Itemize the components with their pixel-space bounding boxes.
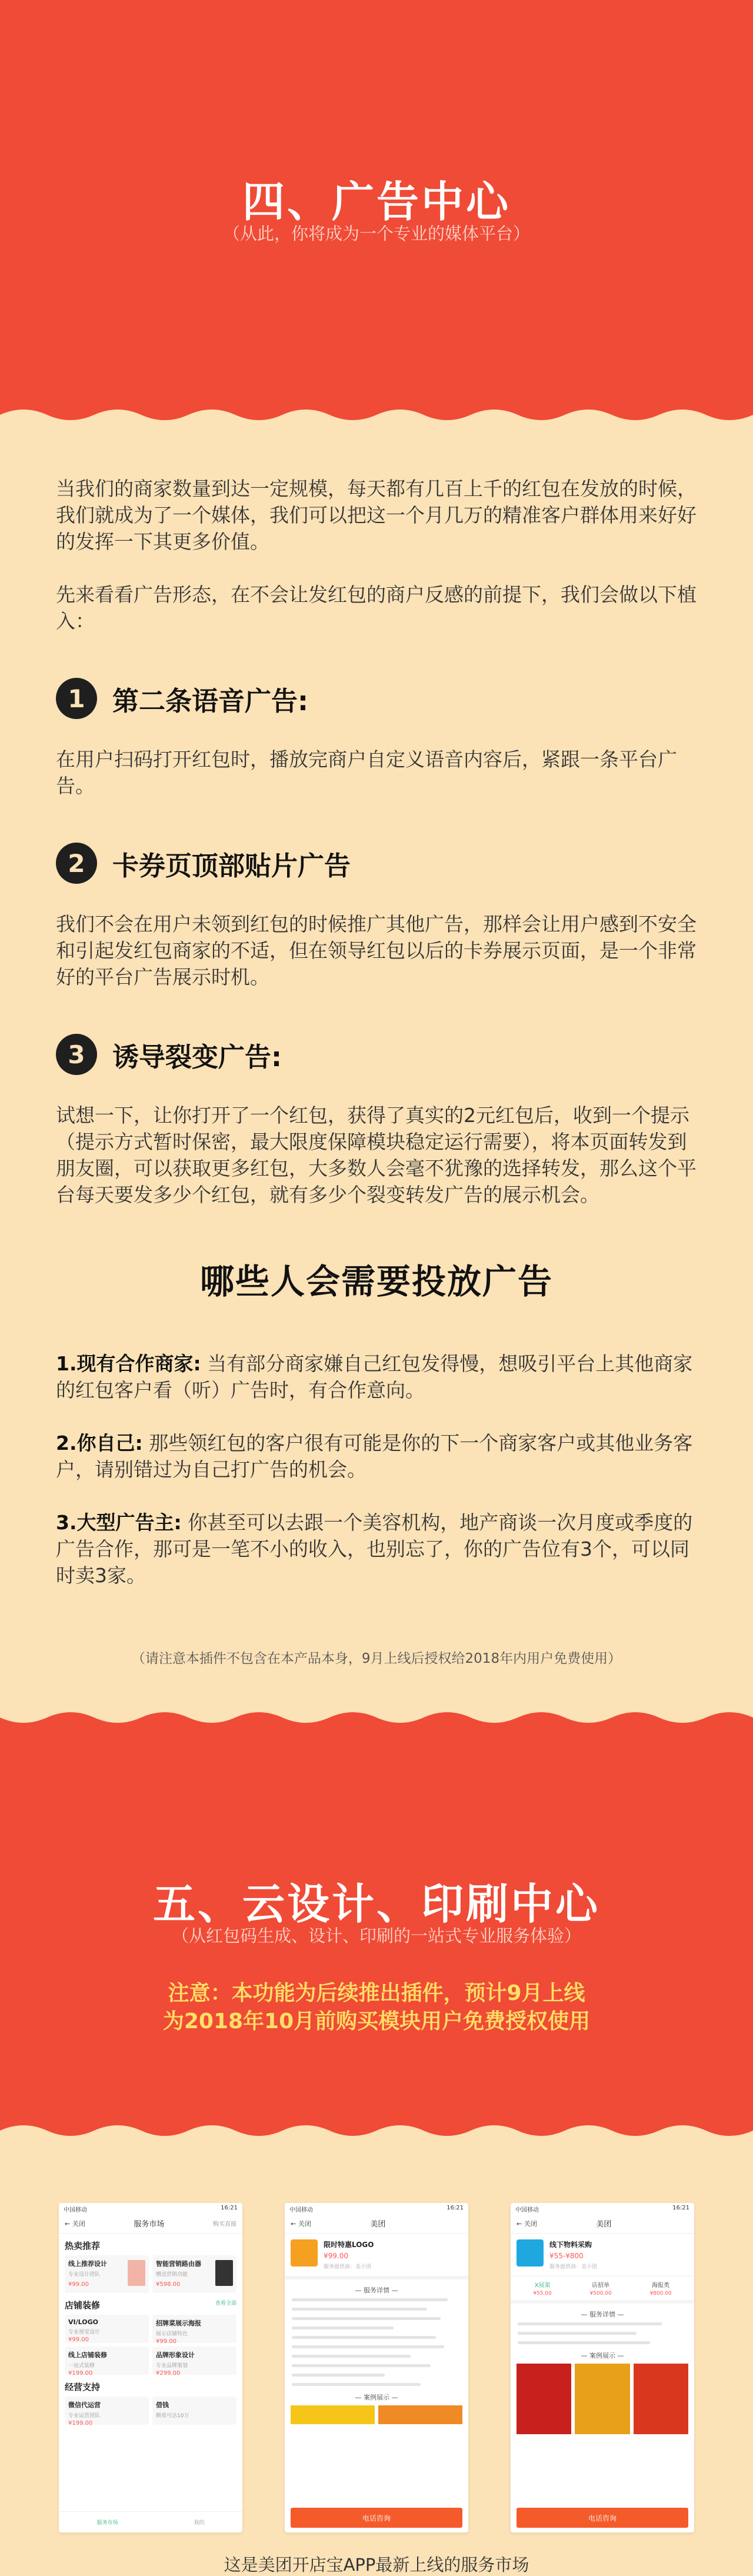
ad-type-1-body: 在用户扫码打开红包时，播放完商户自定义语音内容后，紧跟一条平台广告。 bbox=[56, 748, 677, 797]
product-provider: 服务提供商：美小团 bbox=[324, 2264, 372, 2270]
tab-mine[interactable]: 我的 bbox=[194, 2520, 205, 2526]
phone-nav-title: 美团 bbox=[370, 2220, 386, 2229]
hot-section-title: 热卖推荐 bbox=[65, 2241, 101, 2251]
service-desc: 专业设计团队 bbox=[68, 2272, 101, 2278]
phone-nav bbox=[59, 2214, 242, 2234]
cases-heading: — 案例展示 — bbox=[355, 2394, 398, 2401]
section5-subtitle: （从红包码生成、设计、印刷的一站式专业服务体验） bbox=[171, 1926, 581, 1946]
carrier: 中国移动 bbox=[289, 2207, 313, 2214]
phone-screenshots bbox=[0, 2138, 753, 2575]
ad-type-3-body: 试想一下，让你打开了一个红包，获得了真实的2元红包后，收到一个提示（提示方式暂时保密，最大限度保障模块稳定运行需要），将本页面转发到朋友圈，可以获取更多红包，大多数人会毫不犹豫的选择转发，那么这个平台每天要发多少个红包，就有多少个裂变转发广告的展示机会。 bbox=[56, 1104, 697, 1206]
ad-type-title: 卡券页顶部贴片广告 bbox=[112, 850, 351, 881]
advertiser-item bbox=[56, 1430, 697, 1483]
carrier: 中国移动 bbox=[64, 2207, 87, 2214]
advertiser-item bbox=[56, 1509, 697, 1589]
advertiser-item bbox=[56, 1350, 697, 1403]
service-price: ¥99.00 bbox=[156, 2338, 176, 2345]
spec-name: 海报类 bbox=[652, 2282, 670, 2289]
logo-product-icon bbox=[291, 2239, 318, 2267]
service-card[interactable] bbox=[65, 2315, 149, 2343]
product-provider: 服务提供商：美小团 bbox=[549, 2264, 598, 2270]
advertiser-label: 2.你自己: bbox=[56, 1432, 143, 1455]
service-name: 线上推荐设计 bbox=[68, 2260, 107, 2268]
ad-center-content bbox=[0, 422, 753, 1710]
back-button[interactable]: ← 关闭 bbox=[65, 2219, 85, 2228]
notice-line-1: 注意：本功能为后续推出插件，预计9月上线 bbox=[168, 1981, 585, 2005]
service-desc: 一站式装修 bbox=[68, 2363, 95, 2369]
product-price: ¥99.00 bbox=[324, 2252, 348, 2260]
detail-heading: — 服务详情 — bbox=[581, 2311, 624, 2318]
ops-section-title: 经营支持 bbox=[65, 2382, 101, 2392]
service-price: ¥99.00 bbox=[68, 2281, 89, 2288]
wave-divider bbox=[0, 403, 753, 423]
notice-line-2: 为2018年10月前购买模块用户免费授权使用 bbox=[162, 2009, 591, 2033]
intro-paragraph-2: 先来看看广告形态，在不会让发红包的商户反感的前提下，我们会做以下植入： bbox=[56, 583, 697, 633]
detail-title: 服务详情 bbox=[364, 2287, 389, 2294]
service-desc: 赠送营销功能 bbox=[156, 2272, 188, 2278]
service-desc: 专业品牌策划 bbox=[156, 2363, 188, 2369]
spec-price: ¥800.00 bbox=[649, 2291, 672, 2297]
phone-materials-service bbox=[511, 2203, 694, 2532]
phone-nav bbox=[285, 2214, 468, 2234]
spec-tab[interactable] bbox=[649, 2280, 671, 2297]
status-bar bbox=[59, 2203, 242, 2214]
service-card[interactable] bbox=[65, 2255, 149, 2293]
status-bar bbox=[511, 2203, 694, 2214]
cases-heading: — 案例展示 — bbox=[581, 2352, 624, 2359]
service-card[interactable] bbox=[152, 2315, 236, 2343]
phone-service-market bbox=[59, 2203, 242, 2532]
spec-tabs bbox=[511, 2277, 694, 2304]
detail-text-block bbox=[285, 2298, 468, 2386]
phone-nav-title: 美团 bbox=[596, 2220, 612, 2229]
clock: 16:21 bbox=[672, 2205, 689, 2211]
advertiser-list bbox=[56, 1350, 697, 1589]
phone-nav-title: 服务市场 bbox=[134, 2220, 165, 2229]
service-name: 招牌菜展示海报 bbox=[156, 2319, 201, 2327]
product-header bbox=[285, 2234, 468, 2279]
intro-paragraph-1: 当我们的商家数量到达一定规模，每天都有几百上千的红包在发放的时候，我们就成为了一个媒体，我们可以把这一个月几万的精准客户群体用来好好的发挥一下其更多价值。 bbox=[56, 477, 697, 553]
number-badge: 1 bbox=[56, 678, 97, 719]
shop-title: 店铺装修 bbox=[65, 2300, 101, 2311]
detail-title: 服务详情 bbox=[589, 2311, 615, 2318]
advertiser-label: 1.现有合作商家: bbox=[56, 1352, 201, 1375]
detail-text-block bbox=[511, 2322, 694, 2344]
spec-name: X展架 bbox=[534, 2282, 551, 2289]
call-consult-button[interactable]: 电话咨询 bbox=[517, 2508, 688, 2528]
ad-type-title: 诱导裂变广告: bbox=[112, 1041, 282, 1073]
case-image bbox=[575, 2364, 629, 2434]
back-label: 关闭 bbox=[298, 2219, 311, 2228]
status-bar bbox=[285, 2203, 468, 2214]
case-image bbox=[291, 2405, 375, 2424]
ad-type-2-heading bbox=[56, 843, 697, 884]
service-price: ¥199.00 bbox=[68, 2420, 93, 2427]
case-image bbox=[517, 2364, 571, 2434]
service-desc: 展示店铺特色 bbox=[156, 2331, 188, 2337]
print-product-icon bbox=[517, 2239, 544, 2267]
ad-type-3-heading bbox=[56, 1034, 697, 1075]
clock: 16:21 bbox=[221, 2205, 238, 2211]
carrier: 中国移动 bbox=[515, 2207, 539, 2214]
service-name: 微信代运营 bbox=[68, 2401, 101, 2409]
service-desc: 额度可达10万 bbox=[156, 2413, 189, 2419]
section4-subtitle: （从此，你将成为一个专业的媒体平台） bbox=[222, 224, 530, 244]
service-name: 智能营销路由器 bbox=[156, 2260, 201, 2268]
product-header bbox=[511, 2234, 694, 2277]
wave-divider bbox=[0, 2119, 753, 2139]
hot-grid bbox=[59, 2255, 242, 2293]
nav-right-link[interactable]: 购买直接 bbox=[212, 2221, 236, 2228]
back-button[interactable]: ← 关闭 bbox=[517, 2219, 537, 2228]
service-name: 借钱 bbox=[156, 2401, 169, 2409]
service-price: ¥199.00 bbox=[68, 2370, 93, 2377]
spec-price: ¥55.00 bbox=[533, 2291, 552, 2297]
case-image bbox=[378, 2405, 462, 2424]
notice-text bbox=[0, 1979, 753, 2036]
phone-logo-service bbox=[285, 2203, 468, 2532]
shop-grid bbox=[59, 2315, 242, 2375]
number-badge: 3 bbox=[56, 1034, 97, 1075]
service-thumbnail bbox=[128, 2260, 145, 2286]
spec-tab[interactable] bbox=[590, 2280, 612, 2297]
detail-heading: — 服务详情 — bbox=[355, 2287, 398, 2294]
advertiser-text: 你甚至可以去跟一个美容机构，地产商谈一次月度或季度的广告合作，那可是一笔不小的收入，也别忘了，你的广告位有3个，可以同时卖3家。 bbox=[56, 1511, 693, 1587]
service-card[interactable] bbox=[152, 2347, 236, 2375]
number-badge: 2 bbox=[56, 843, 97, 884]
section5-banner bbox=[0, 1710, 753, 2138]
service-name: VI/LOGO bbox=[68, 2318, 98, 2326]
service-card[interactable] bbox=[65, 2397, 149, 2425]
service-card[interactable] bbox=[65, 2347, 149, 2375]
phones-caption: 这是美团开店宝APP最新上线的服务市场 bbox=[224, 2555, 529, 2575]
case-image bbox=[634, 2364, 688, 2434]
section4-title: 四、广告中心 bbox=[242, 177, 511, 227]
back-label: 关闭 bbox=[524, 2219, 537, 2228]
call-consult-button[interactable]: 电话咨询 bbox=[291, 2508, 462, 2528]
service-desc: 专业运营团队 bbox=[68, 2413, 101, 2419]
service-price: ¥99.00 bbox=[68, 2337, 89, 2343]
product-name: 线下物料采购 bbox=[549, 2241, 592, 2249]
who-needs-ads-title: 哪些人会需要投放广告 bbox=[199, 1262, 553, 1302]
phone-nav bbox=[511, 2214, 694, 2234]
tab-service-market[interactable]: 服务市场 bbox=[96, 2520, 118, 2526]
router-thumbnail bbox=[215, 2260, 233, 2286]
view-all-link[interactable]: 查看全部 bbox=[215, 2301, 236, 2307]
service-desc: 专业视觉设计 bbox=[68, 2329, 101, 2335]
section5-title: 五、云设计、印刷中心 bbox=[152, 1879, 600, 1929]
ad-type-title: 第二条语音广告: bbox=[112, 685, 308, 717]
back-button[interactable]: ← 关闭 bbox=[291, 2219, 311, 2228]
service-card[interactable] bbox=[152, 2255, 236, 2293]
section4-banner bbox=[0, 0, 753, 422]
ops-grid bbox=[59, 2397, 242, 2425]
cases-title: 案例展示 bbox=[364, 2394, 389, 2401]
shop-section-title bbox=[59, 2293, 242, 2315]
case-images bbox=[285, 2405, 468, 2424]
product-info bbox=[549, 2239, 597, 2270]
product-price: ¥55-¥800 bbox=[549, 2252, 584, 2260]
product-name: 限时特惠LOGO bbox=[324, 2241, 374, 2249]
spec-tab[interactable] bbox=[533, 2280, 552, 2297]
service-card[interactable] bbox=[152, 2397, 236, 2425]
spec-name: 店招单 bbox=[592, 2282, 610, 2289]
footnote: （请注意本插件不包含在本产品本身，9月上线后授权给2018年内用户免费使用） bbox=[131, 1651, 622, 1666]
ad-type-1-heading bbox=[56, 678, 697, 719]
spec-price: ¥500.00 bbox=[589, 2291, 612, 2297]
service-name: 品牌形象设计 bbox=[156, 2351, 195, 2359]
ad-type-2-body: 我们不会在用户未领到红包的时候推广其他广告，那样会让用户感到不安全和引起发红包商家的不适，但在领导红包以后的卡券展示页面，是一个非常好的平台广告展示时机。 bbox=[56, 913, 697, 989]
advertiser-text: 当有部分商家嫌自己红包发得慢，想吸引平台上其他商家的红包客户看（听）广告时，有合作意向。 bbox=[56, 1352, 693, 1402]
wave-divider bbox=[0, 1709, 753, 1729]
advertiser-text: 那些领红包的客户很有可能是你的下一个商家客户或其他业务客户，请别错过为自己打广告的机会。 bbox=[56, 1432, 693, 1481]
clock: 16:21 bbox=[447, 2205, 464, 2211]
service-price: ¥598.00 bbox=[156, 2281, 181, 2288]
product-info bbox=[324, 2239, 374, 2270]
cases-title: 案例展示 bbox=[589, 2352, 615, 2359]
case-images bbox=[511, 2364, 694, 2434]
service-name: 线上店铺装修 bbox=[68, 2351, 107, 2359]
service-price: ¥299.00 bbox=[156, 2370, 181, 2377]
back-label: 关闭 bbox=[72, 2219, 85, 2228]
phone-tabbar bbox=[59, 2511, 242, 2532]
advertiser-label: 3.大型广告主: bbox=[56, 1511, 182, 1534]
